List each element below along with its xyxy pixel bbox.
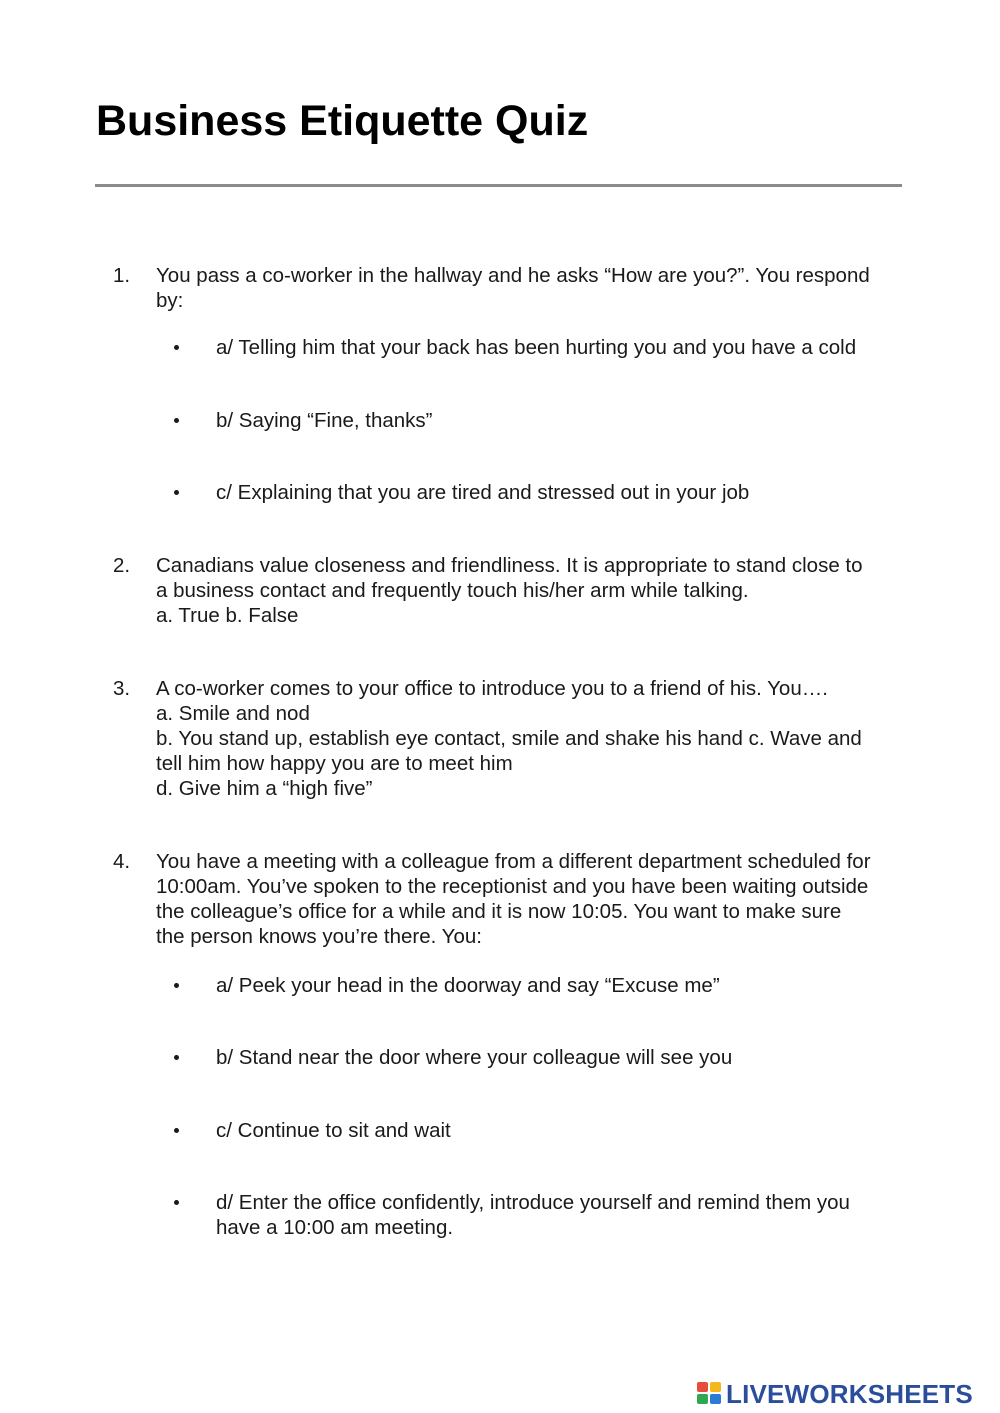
page-title: Business Etiquette Quiz bbox=[96, 97, 589, 145]
bullet-icon bbox=[173, 408, 181, 433]
question-text-line: a. True b. False bbox=[156, 604, 299, 627]
bullet-icon bbox=[173, 1045, 181, 1070]
option-text-line: c/ Explaining that you are tired and stressed out in your job bbox=[216, 481, 750, 504]
question-2-number: 2. bbox=[113, 554, 131, 577]
option-text-line: a/ Telling him that your back has been hurting you and you have a cold bbox=[216, 336, 857, 359]
option-text-line: d/ Enter the office confidently, introduce yourself and remind them you bbox=[216, 1191, 850, 1214]
liveworksheets-logo[interactable] bbox=[697, 1380, 973, 1408]
question-4-text bbox=[156, 849, 956, 949]
question-3-text bbox=[156, 676, 956, 801]
question-text-line: You pass a co-worker in the hallway and he asks “How are you?”. You respond bbox=[156, 264, 870, 287]
question-text-line: d. Give him a “high five” bbox=[156, 777, 373, 800]
question-1-option-b bbox=[216, 408, 433, 433]
question-2-text bbox=[156, 553, 956, 628]
option-text-line: c/ Continue to sit and wait bbox=[216, 1119, 451, 1142]
option-text-line: have a 10:00 am meeting. bbox=[216, 1216, 454, 1239]
bullet-icon bbox=[173, 973, 181, 998]
bullet-icon bbox=[173, 1118, 181, 1143]
question-3-number: 3. bbox=[113, 677, 131, 700]
question-text-line: by: bbox=[156, 289, 184, 312]
option-text-line: a/ Peek your head in the doorway and say “Excuse me” bbox=[216, 974, 720, 997]
question-text-line: A co-worker comes to your office to introduce you to a friend of his. You…. bbox=[156, 677, 828, 700]
question-1-text bbox=[156, 263, 956, 313]
title-divider bbox=[95, 184, 902, 187]
liveworksheets-logo-icon bbox=[697, 1382, 723, 1406]
question-text-line: b. You stand up, establish eye contact, smile and shake his hand c. Wave and bbox=[156, 727, 862, 750]
bullet-icon bbox=[173, 1190, 181, 1215]
question-1-number: 1. bbox=[113, 264, 131, 287]
question-1-option-a bbox=[216, 335, 856, 360]
question-1-option-c bbox=[216, 480, 749, 505]
question-4-option-b bbox=[216, 1045, 732, 1070]
question-4-option-a bbox=[216, 973, 720, 998]
question-text-line: a. Smile and nod bbox=[156, 702, 310, 725]
question-text-line: a business contact and frequently touch his/her arm while talking. bbox=[156, 579, 749, 602]
question-4-option-c bbox=[216, 1118, 451, 1143]
bullet-icon bbox=[173, 335, 181, 360]
question-4-number: 4. bbox=[113, 850, 131, 873]
option-text-line: b/ Saying “Fine, thanks” bbox=[216, 409, 433, 432]
question-4-option-d bbox=[216, 1190, 850, 1240]
question-text-line: Canadians value closeness and friendliness. It is appropriate to stand close to bbox=[156, 554, 863, 577]
question-text-line: the colleague’s office for a while and it is now 10:05. You want to make sure bbox=[156, 900, 842, 923]
question-text-line: the person knows you’re there. You: bbox=[156, 925, 482, 948]
question-text-line: You have a meeting with a colleague from a different department scheduled for bbox=[156, 850, 871, 873]
question-text-line: tell him how happy you are to meet him bbox=[156, 752, 513, 775]
option-text-line: b/ Stand near the door where your colleague will see you bbox=[216, 1046, 733, 1069]
bullet-icon bbox=[173, 480, 181, 505]
question-text-line: 10:00am. You’ve spoken to the receptionist and you have been waiting outside bbox=[156, 875, 869, 898]
logo-text: LIVEWORKSHEETS bbox=[726, 1379, 973, 1409]
